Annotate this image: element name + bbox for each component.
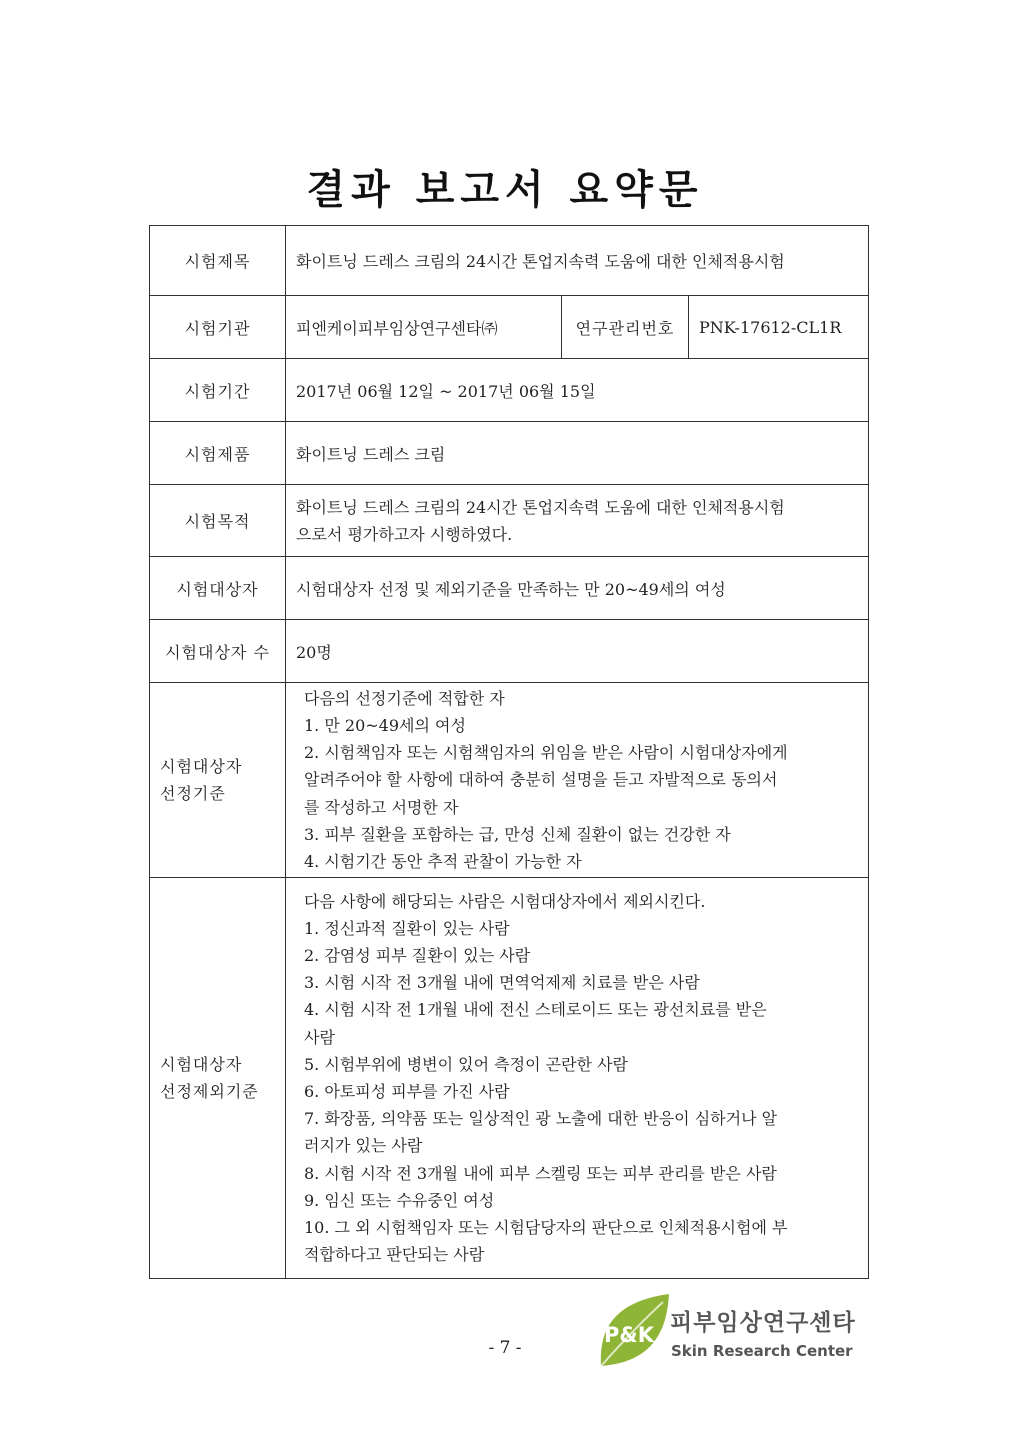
inclusion-line: 2. 시험책임자 또는 시험책임자의 위임을 받은 사람이 시험대상자에게	[304, 743, 788, 763]
label-subject-count: 시험대상자 수	[150, 620, 286, 683]
logo-name-ko: 피부임상연구센타	[670, 1310, 856, 1336]
inclusion-line: 3. 피부 질환을 포함하는 급, 만성 신체 질환이 없는 건강한 자	[304, 824, 731, 844]
value-inclusion	[286, 683, 869, 878]
value-period: 2017년 06월 12일 ~ 2017년 06월 15일	[286, 359, 869, 422]
label-exclusion	[150, 878, 286, 1279]
inclusion-label-line: 선정기준	[160, 784, 226, 803]
exclusion-line: 2. 감염성 피부 질환이 있는 사람	[304, 945, 531, 965]
value-exclusion	[286, 878, 869, 1279]
value-test-title: 화이트닝 드레스 크림의 24시간 톤업지속력 도움에 대한 인체적용시험	[286, 226, 869, 296]
inclusion-line: 다음의 선정기준에 적합한 자	[304, 688, 505, 708]
exclusion-line: 적합하다고 판단되는 사람	[304, 1245, 485, 1265]
exclusion-line: 6. 아토피성 피부를 가진 사람	[304, 1082, 510, 1101]
inclusion-line: 4. 시험기간 동안 추적 관찰이 가능한 자	[304, 852, 582, 871]
value-institution: 피엔케이피부임상연구센타㈜	[286, 296, 562, 359]
inclusion-line: 1. 만 20~49세의 여성	[304, 715, 466, 735]
exclusion-line: 7. 화장품, 의약품 또는 일상적인 광 노출에 대한 반응이 심하거나 알	[304, 1109, 778, 1129]
document-title: 결과 보고서 요약문	[306, 166, 704, 213]
exclusion-line: 1. 정신과적 질환이 있는 사람	[304, 918, 510, 938]
row-product	[150, 422, 869, 485]
label-institution: 시험기관	[150, 296, 286, 359]
exclusion-line: 러지가 있는 사람	[304, 1136, 423, 1156]
label-product: 시험제품	[150, 422, 286, 485]
row-period	[150, 359, 869, 422]
summary-table	[149, 225, 869, 1279]
row-purpose	[150, 485, 869, 557]
inclusion-line: 를 작성하고 서명한 자	[304, 797, 459, 817]
exclusion-line: 5. 시험부위에 병변이 있어 측정이 곤란한 사람	[304, 1054, 628, 1074]
value-research-id: PNK-17612-CL1R	[689, 296, 869, 359]
exclusion-line: 10. 그 외 시험책임자 또는 시험담당자의 판단으로 인체적용시험에 부	[304, 1218, 788, 1238]
row-institution	[150, 296, 869, 359]
value-subject-count: 20명	[286, 620, 869, 683]
row-subject-count	[150, 620, 869, 683]
label-research-id: 연구관리번호	[562, 296, 689, 359]
leaf-logo-icon	[597, 1292, 671, 1370]
logo-mark: P&K	[604, 1323, 654, 1347]
label-purpose: 시험목적	[150, 485, 286, 557]
inclusion-line: 알려주어야 할 사항에 대하여 충분히 설명을 듣고 자발적으로 동의서	[304, 770, 778, 790]
purpose-line: 화이트닝 드레스 크림의 24시간 톤업지속력 도움에 대한 인체적용시험	[296, 497, 785, 517]
label-period: 시험기간	[150, 359, 286, 422]
value-purpose	[286, 485, 869, 557]
exclusion-line: 8. 시험 시작 전 3개월 내에 피부 스켈링 또는 피부 관리를 받은 사람	[304, 1163, 777, 1183]
purpose-line: 으로서 평가하고자 시행하였다.	[296, 524, 513, 544]
value-subjects: 시험대상자 선정 및 제외기준을 만족하는 만 20~49세의 여성	[286, 557, 869, 620]
exclusion-line: 4. 시험 시작 전 1개월 내에 전신 스테로이드 또는 광선치료를 받은	[304, 1000, 767, 1020]
company-logo	[597, 1292, 877, 1372]
exclusion-line: 사람	[304, 1027, 335, 1047]
row-exclusion	[150, 878, 869, 1279]
inclusion-label-line: 시험대상자	[160, 757, 243, 776]
exclusion-line: 다음 사항에 해당되는 사람은 시험대상자에서 제외시킨다.	[304, 891, 706, 911]
label-test-title: 시험제목	[150, 226, 286, 296]
row-test-title	[150, 226, 869, 296]
row-inclusion	[150, 683, 869, 878]
exclusion-label-line: 시험대상자	[160, 1055, 243, 1074]
value-product: 화이트닝 드레스 크림	[286, 422, 869, 485]
exclusion-line: 9. 임신 또는 수유중인 여성	[304, 1190, 495, 1210]
logo-name-en: Skin Research Center	[671, 1342, 853, 1360]
exclusion-line: 3. 시험 시작 전 3개월 내에 면역억제제 치료를 받은 사람	[304, 973, 700, 993]
label-inclusion	[150, 683, 286, 878]
exclusion-label-line: 선정제외기준	[160, 1082, 259, 1101]
page-number: - 7 -	[488, 1338, 522, 1358]
label-subjects: 시험대상자	[150, 557, 286, 620]
row-subjects	[150, 557, 869, 620]
